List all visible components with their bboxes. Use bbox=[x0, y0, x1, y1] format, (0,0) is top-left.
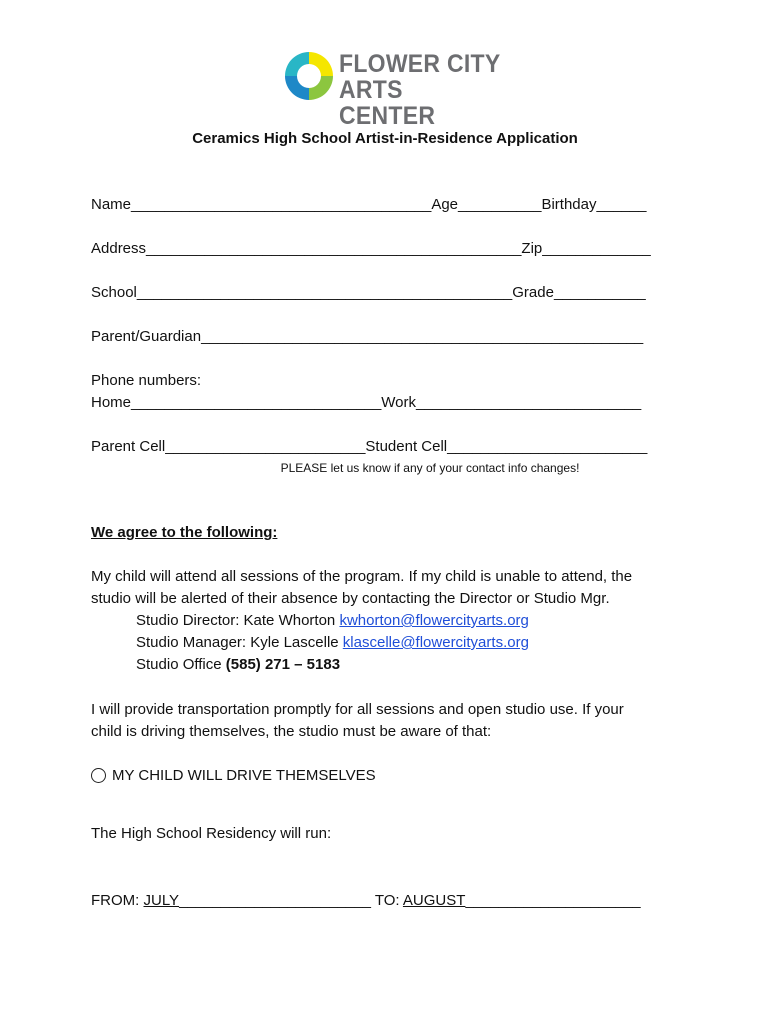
transport-line-1: I will provide transportation promptly for all sessions and open studio use. If your bbox=[91, 701, 624, 718]
office-contact bbox=[91, 654, 691, 676]
from-month: JULY bbox=[143, 892, 180, 909]
transport-line-2: child is driving themselves, the studio must be aware of that: bbox=[91, 723, 492, 740]
drive-themselves-option[interactable] bbox=[91, 765, 691, 787]
attendance-paragraph bbox=[91, 566, 691, 676]
to-blank[interactable]: _____________________ bbox=[465, 892, 641, 909]
attendance-line-1: My child will attend all sessions of the program. If my child is unable to attend, the bbox=[91, 568, 633, 585]
drive-themselves-label: MY CHILD WILL DRIVE THEMSELVES bbox=[112, 767, 376, 784]
manager-contact bbox=[91, 632, 691, 654]
school-grade-field[interactable]: School_____________________________________________Grade___________ bbox=[91, 284, 646, 301]
director-contact bbox=[91, 610, 691, 632]
to-month: AUGUST bbox=[402, 892, 466, 909]
director-label: Studio Director: Kate Whorton bbox=[136, 612, 340, 629]
parent-student-cell-field[interactable]: Parent Cell________________________Student Cell________________________ bbox=[91, 438, 648, 455]
agreement-heading-text: We agree to the following: bbox=[91, 524, 278, 541]
logo-line-1: FLOWER CITY bbox=[339, 50, 501, 78]
manager-label: Studio Manager: Kyle Lascelle bbox=[136, 634, 343, 651]
transport-paragraph bbox=[91, 699, 691, 743]
home-work-phone-field[interactable]: Home______________________________Work___________________________ bbox=[91, 394, 642, 411]
flower-swirl-icon bbox=[281, 48, 337, 104]
phone-numbers-label: Phone numbers: bbox=[91, 372, 202, 389]
to-label: TO: bbox=[370, 892, 403, 909]
logo-line-2: ARTS CENTER bbox=[339, 76, 436, 130]
office-phone: (585) 271 – 5183 bbox=[225, 656, 341, 673]
manager-email-link[interactable]: klascelle@flowercityarts.org bbox=[342, 634, 529, 651]
parent-guardian-field[interactable]: Parent/Guardian_____________________________________________________ bbox=[91, 328, 644, 345]
name-age-birthday-field[interactable]: Name____________________________________Age__________Birthday______ bbox=[91, 196, 647, 213]
contact-info-note: PLEASE let us know if any of your contact info changes! bbox=[280, 461, 580, 475]
drive-themselves-radio[interactable] bbox=[91, 768, 106, 783]
attendance-line-2: studio will be alerted of their absence by contacting the Director or Studio Mgr. bbox=[91, 590, 610, 607]
form-title: Ceramics High School Artist-in-Residence Application bbox=[192, 130, 578, 147]
address-zip-field[interactable]: Address_____________________________________________Zip_____________ bbox=[91, 240, 651, 257]
from-blank[interactable]: _______________________ bbox=[179, 892, 371, 909]
from-label: FROM: bbox=[91, 892, 144, 909]
residency-dates-field[interactable] bbox=[91, 890, 691, 912]
residency-run-label: The High School Residency will run: bbox=[91, 825, 332, 842]
flower-city-logo bbox=[281, 48, 521, 130]
agreement-heading bbox=[91, 522, 691, 544]
director-email-link[interactable]: kwhorton@flowercityarts.org bbox=[339, 612, 529, 629]
office-label: Studio Office bbox=[136, 656, 226, 673]
